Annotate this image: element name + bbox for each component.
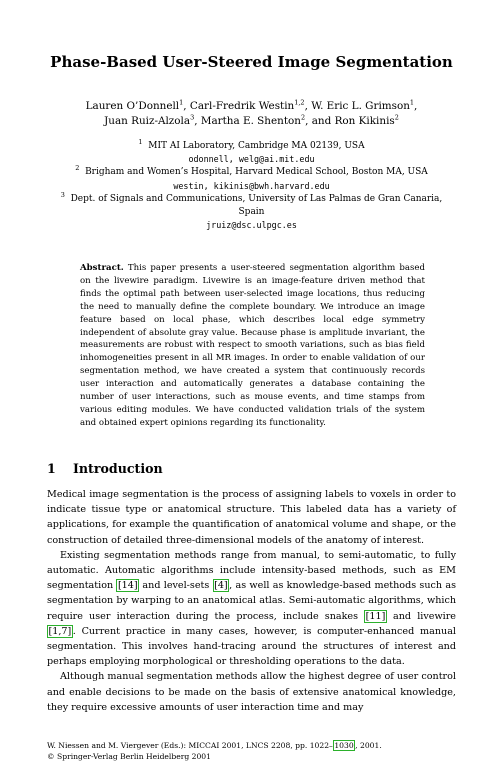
page-range-link[interactable]: 1030 bbox=[334, 741, 354, 750]
section-body bbox=[47, 487, 456, 715]
author-line-1: Lauren O’Donnell$^1$, Carl-Fredrik Westin$^{1,2}$, W. Eric L. Grimson$^1$, bbox=[85, 98, 418, 112]
section-number: 1 bbox=[47, 461, 56, 476]
footer-copyright: © Springer-Verlag Berlin Heidelberg 2001 bbox=[47, 752, 211, 761]
author-line-2: Juan Ruiz-Alzola$^3$, Martha E. Shenton$^2$, and Ron Kikinis$^2$ bbox=[104, 113, 399, 127]
author-name: Lauren O’Donnell bbox=[85, 100, 180, 112]
abstract-text: This paper presents a user-steered segmentation algorithm based on the livewire paradigm. Livewire is an image-feature driven method that finds the optimal path between user-selected image locations, thus reducing the need to manually define the complete boundary. We introduce an image feature based on local phase, which describes local edge symmetry independent of absolute gray value. Because phase is amplitude invariant, the measurements are robust with respect to smooth variations, such as bias field inhomogeneities present in all MR images. In order to enable validation of our segmentation method, we have created a system that continuously records user interaction and automatically generates a database containing the number of user interactions, such as mouse events, and time stamps from various editing modules. We have conducted validation trials of the system and obtained expert opinions regarding its functionality. bbox=[80, 263, 425, 428]
paper-title: Phase-Based User-Steered Image Segmentation bbox=[50, 53, 453, 71]
author-affiliation-mark: 1 bbox=[179, 98, 184, 107]
author-name: W. Eric L. Grimson bbox=[311, 100, 410, 112]
citation-link[interactable]: [4] bbox=[214, 580, 228, 592]
paragraph: Existing segmentation methods range from manual, to semi-automatic, to fully automatic. Automatic algorithms include intensity-based methods, such as EM segmentation [14] and level-sets [4] , as well as knowledge-based methods such as segmentation by warping to an anatomical atlas. Semi-automatic algorithms, which require user interaction during the process, include snakes [11] and livewire [1,7] . Current practice in many cases, however, is computer-enhanced manual segmentation. This involves hand-tracing around the structures of interest and perhaps employing morphological or thresholding operations to the data. bbox=[47, 549, 456, 668]
affiliation-2-email: westin, kikinis@bwh.harvard.edu bbox=[173, 180, 330, 191]
author-affiliation-mark: 2 bbox=[394, 113, 399, 122]
author-list bbox=[0, 99, 503, 129]
affiliation-1: $^1$ MIT AI Laboratory, Cambridge MA 02139, USA bbox=[138, 138, 365, 151]
affiliation-3-email: jruiz@dsc.ulpgc.es bbox=[206, 220, 297, 231]
author-name: Carl-Fredrik Westin bbox=[189, 100, 295, 112]
paragraph: Medical image segmentation is the process of assigning labels to voxels in order to indicate tissue type or anatomical structure. This labeled data has a variety of applications, for example the quantification of anatomical volume and shape, or the construction of detailed three-dimensional models of the anatomy of interest. bbox=[47, 489, 456, 546]
abstract bbox=[80, 262, 425, 430]
author-affiliation-mark: 1 bbox=[409, 98, 415, 107]
citation-link[interactable]: [11] bbox=[365, 610, 386, 622]
footer-citation-line: W. Niessen and M. Viergever (Eds.): MICCAI 2001, LNCS 2208, pp. 1022– 1030 , 2001. bbox=[47, 741, 382, 750]
author-name: Martha E. Shenton bbox=[200, 115, 301, 127]
affiliation-3: $^3$ Dept. of Signals and Communications, University of Las Palmas de Gran Canaria, bbox=[60, 190, 443, 204]
section-heading bbox=[47, 461, 163, 476]
section-title: Introduction bbox=[73, 461, 163, 476]
author-name: Ron Kikinis bbox=[334, 115, 395, 127]
citation-link[interactable]: [1,7] bbox=[48, 625, 72, 637]
citation-link[interactable]: [14] bbox=[117, 580, 138, 592]
paragraph: Although manual segmentation methods allow the highest degree of user control and enable decisions to be made on the basis of extensive anatomical knowledge, they require excessive amounts of user interaction time and may bbox=[47, 671, 456, 713]
affiliation-1-email: odonnell, welg@ai.mit.edu bbox=[188, 154, 315, 165]
affiliations bbox=[0, 140, 503, 232]
abstract-label: Abstract. bbox=[80, 263, 124, 273]
page-footer bbox=[47, 740, 382, 762]
author-affiliation-mark: 2 bbox=[300, 113, 306, 122]
affiliation-2: $^2$ Brigham and Women’s Hospital, Harvard Medical School, Boston MA, USA bbox=[75, 164, 428, 178]
author-affiliation-mark: 1,2 bbox=[294, 98, 305, 107]
author-name: Juan Ruiz-Alzola bbox=[104, 115, 191, 127]
author-affiliation-mark: 3 bbox=[190, 113, 195, 122]
affiliation-3-country: Spain bbox=[238, 207, 265, 218]
